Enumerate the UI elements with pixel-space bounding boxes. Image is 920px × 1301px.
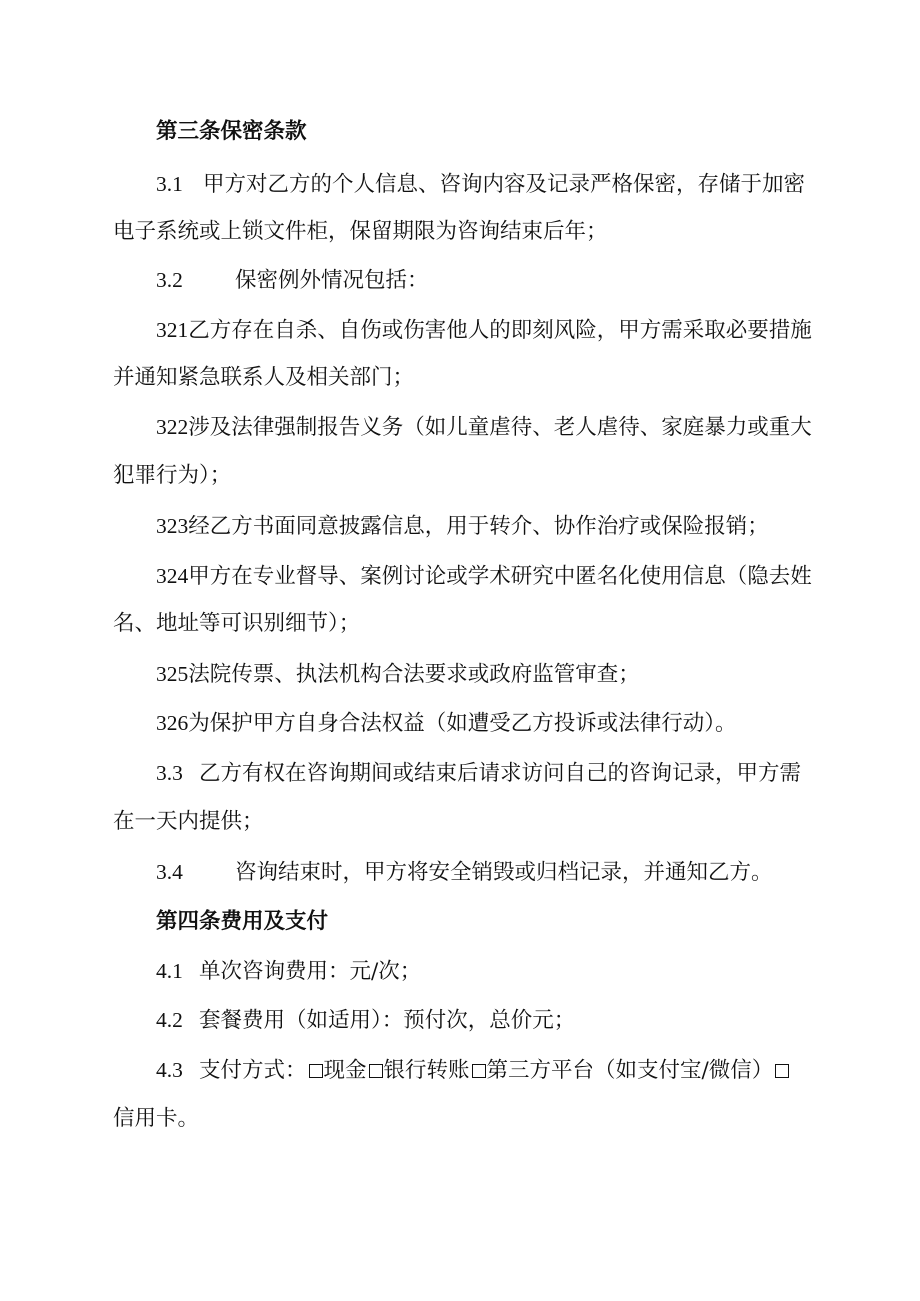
clause-number: 3.3: [156, 761, 183, 785]
clause-text: 乙方存在自杀、自伤或伤害他人的即刻风险，甲方需采取必要措施: [188, 318, 812, 343]
clause-4-3: [156, 1056, 790, 1084]
clause-text: 甲方在专业督导、案例讨论或学术研究中匿名化使用信息（隐去姓: [188, 564, 812, 589]
payment-method-label: 支付方式：: [199, 1058, 307, 1083]
clause-4-3-continuation: 信用卡。: [113, 1106, 200, 1131]
clause-4-1: [156, 957, 421, 985]
clause-number: 3.4: [156, 860, 183, 884]
clause-text: 涉及法律强制报告义务（如儿童虐待、老人虐待、家庭暴力或重大: [188, 415, 812, 440]
checkbox-bank-transfer[interactable]: [369, 1064, 383, 1078]
clause-text: 乙方有权在咨询期间或结束后请求访问自己的咨询记录，甲方需: [199, 761, 802, 786]
clause-3-2-2-continuation: 犯罪行为）；: [113, 463, 232, 488]
clause-3-2-4-continuation: 名、地址等可识别细节）；: [113, 611, 361, 636]
clause-number: 324: [156, 564, 189, 588]
option-bank-transfer-label: 银行转账: [383, 1058, 470, 1083]
clause-text: 经乙方书面同意披露信息，用于转介、协作治疗或保险报销；: [188, 514, 769, 539]
clause-number: 322: [156, 415, 189, 439]
clause-number: 321: [156, 318, 189, 342]
clause-3-4: [156, 858, 773, 886]
clause-number: 4.3: [156, 1058, 183, 1082]
clause-text: 保密例外情况包括：: [235, 268, 429, 293]
clause-text: 咨询结束时，甲方将安全销毁或归档记录，并通知乙方。: [235, 860, 773, 885]
clause-3-2-6: [156, 709, 737, 737]
clause-text: 套餐费用（如适用）：预付次，总价元；: [199, 1008, 576, 1033]
article-3-heading: 第三条保密条款: [156, 119, 307, 144]
clause-3-3-continuation: 在一天内提供；: [113, 809, 264, 834]
clause-3-1: [156, 170, 805, 198]
checkbox-cash[interactable]: [309, 1064, 323, 1078]
clause-text: 单次咨询费用：元/次；: [199, 959, 422, 984]
clause-3-1-continuation: 电子系统或上锁文件柜，保留期限为咨询结束后年；: [113, 219, 608, 244]
clause-4-2: [156, 1006, 575, 1034]
checkbox-credit-card[interactable]: [775, 1064, 789, 1078]
clause-3-2-1: [156, 316, 812, 344]
clause-number: 326: [156, 711, 189, 735]
clause-3-2-1-continuation: 并通知紧急联系人及相关部门；: [113, 365, 415, 390]
clause-3-2-4: [156, 562, 812, 590]
clause-number: 3.2: [156, 268, 183, 292]
article-4-heading: 第四条费用及支付: [156, 909, 329, 934]
clause-3-2-2: [156, 413, 812, 441]
clause-3-2: [156, 266, 429, 294]
clause-number: 325: [156, 662, 189, 686]
clause-3-2-5: [156, 660, 640, 688]
option-cash-label: 现金: [323, 1058, 367, 1083]
clause-number: 3.1: [156, 172, 183, 196]
clause-number: 4.2: [156, 1008, 183, 1032]
clause-text: 为保护甲方自身合法权益（如遭受乙方投诉或法律行动）。: [188, 711, 737, 736]
clause-number: 323: [156, 514, 189, 538]
clause-3-3: [156, 759, 801, 787]
option-third-party-label: 第三方平台（如支付宝/微信）: [486, 1058, 774, 1083]
clause-number: 4.1: [156, 959, 183, 983]
checkbox-third-party-platform[interactable]: [472, 1064, 486, 1078]
clause-3-2-3: [156, 512, 769, 540]
clause-text: 法院传票、执法机构合法要求或政府监管审查；: [188, 662, 640, 687]
clause-text: 甲方对乙方的个人信息、咨询内容及记录严格保密，存储于加密: [203, 172, 806, 197]
